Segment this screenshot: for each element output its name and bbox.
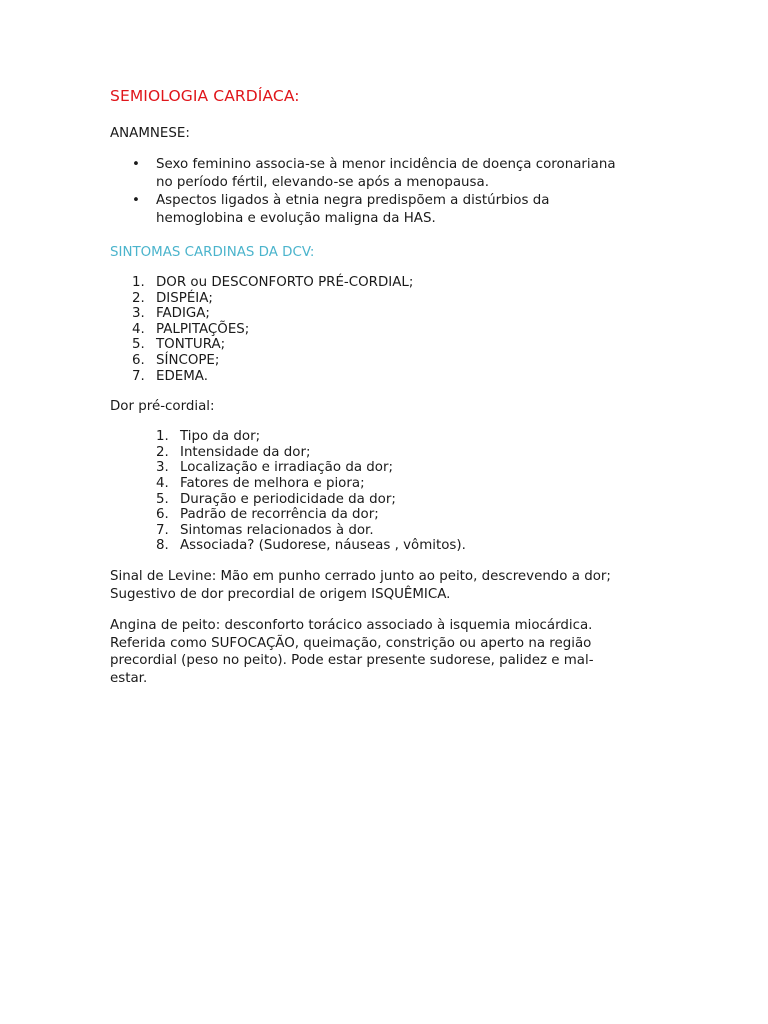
list-number: 6.	[156, 507, 169, 523]
list-number: 1.	[156, 429, 169, 445]
anamnese-label: ANAMNESE:	[110, 126, 190, 141]
bullet-text-line: Aspectos ligados à etnia negra predispõem a distúrbios da	[156, 193, 550, 208]
list-item	[110, 322, 650, 338]
bullet-text-line: no período fértil, elevando-se após a menopausa.	[156, 175, 489, 190]
list-item-text: FADIGA;	[156, 306, 210, 322]
paragraph-line: Angina de peito: desconforto torácico associado à isquemia miocárdica.	[110, 618, 593, 634]
list-item	[110, 523, 650, 539]
list-number: 6.	[132, 352, 145, 368]
list-number: 2.	[156, 444, 169, 460]
bullet-icon: •	[132, 157, 140, 172]
list-item	[110, 492, 650, 508]
paragraph-line: Referida como SUFOCAÇÃO, queimação, constrição ou aperto na região	[110, 635, 592, 651]
list-item-text: TONTURA;	[156, 337, 226, 353]
sintomas-list	[110, 275, 650, 384]
list-item-text: Padrão de recorrência da dor;	[180, 507, 379, 523]
list-number: 4.	[156, 475, 169, 491]
bullet-icon: •	[132, 193, 140, 208]
list-item	[110, 429, 650, 445]
list-number: 2.	[132, 290, 145, 306]
list-item-text: Intensidade da dor;	[180, 444, 311, 460]
paragraph-line: Sugestivo de dor precordial de origem ISQUÊMICA.	[110, 586, 451, 602]
paragraph-line: precordial (peso no peito). Pode estar presente sudorese, palidez e mal-	[110, 653, 594, 669]
list-item	[110, 275, 650, 291]
list-item-text: DOR ou DESCONFORTO PRÉ-CORDIAL;	[156, 275, 414, 290]
list-item-text: Localização e irradiação da dor;	[180, 460, 393, 476]
list-item-text: Associada? (Sudorese, náuseas , vômitos).	[180, 538, 466, 554]
document-body	[110, 86, 650, 701]
list-number: 8.	[156, 538, 169, 554]
list-number: 3.	[132, 306, 145, 322]
list-number: 7.	[156, 522, 169, 538]
dor-precordial-heading: Dor pré-cordial:	[110, 399, 215, 415]
list-item-text: Fatores de melhora e piora;	[180, 475, 365, 491]
document-title: SEMIOLOGIA CARDÍACA:	[110, 87, 300, 105]
list-number: 4.	[132, 321, 145, 337]
bullet-text-line: Sexo feminino associa-se à menor incidência de doença coronariana	[156, 157, 616, 172]
list-item	[110, 192, 650, 228]
sintomas-heading: SINTOMAS CARDINAS DA DCV:	[110, 245, 315, 260]
list-number: 5.	[156, 491, 169, 507]
list-item	[110, 337, 650, 353]
list-item	[110, 507, 650, 523]
levine-paragraph	[110, 568, 650, 603]
list-item	[110, 156, 650, 192]
list-item-text: Tipo da dor;	[180, 429, 261, 445]
list-item	[110, 306, 650, 322]
list-number: 5.	[132, 337, 145, 353]
dor-precordial-list	[110, 429, 650, 554]
bullet-text-line: hemoglobina e evolução maligna da HAS.	[156, 211, 436, 226]
paragraph-line: Sinal de Levine: Mão em punho cerrado junto ao peito, descrevendo a dor;	[110, 568, 611, 584]
angina-paragraph	[110, 617, 650, 687]
list-item	[110, 445, 650, 461]
list-number: 1.	[132, 275, 145, 290]
list-item-text: SÍNCOPE;	[156, 352, 220, 368]
list-item-text: DISPÉIA;	[156, 290, 213, 306]
list-number: 3.	[156, 460, 169, 476]
list-item-text: EDEMA.	[156, 368, 208, 384]
list-item-text: Duração e periodicidade da dor;	[180, 491, 396, 507]
list-item-text: Sintomas relacionados à dor.	[180, 522, 374, 538]
list-item	[110, 291, 650, 307]
list-number: 7.	[132, 368, 145, 384]
list-item	[110, 353, 650, 369]
list-item	[110, 538, 650, 554]
list-item	[110, 476, 650, 492]
list-item	[110, 369, 650, 385]
list-item	[110, 460, 650, 476]
paragraph-line: estar.	[110, 670, 148, 686]
list-item-text: PALPITAÇÕES;	[156, 321, 250, 337]
anamnese-bullet-list	[110, 156, 650, 228]
